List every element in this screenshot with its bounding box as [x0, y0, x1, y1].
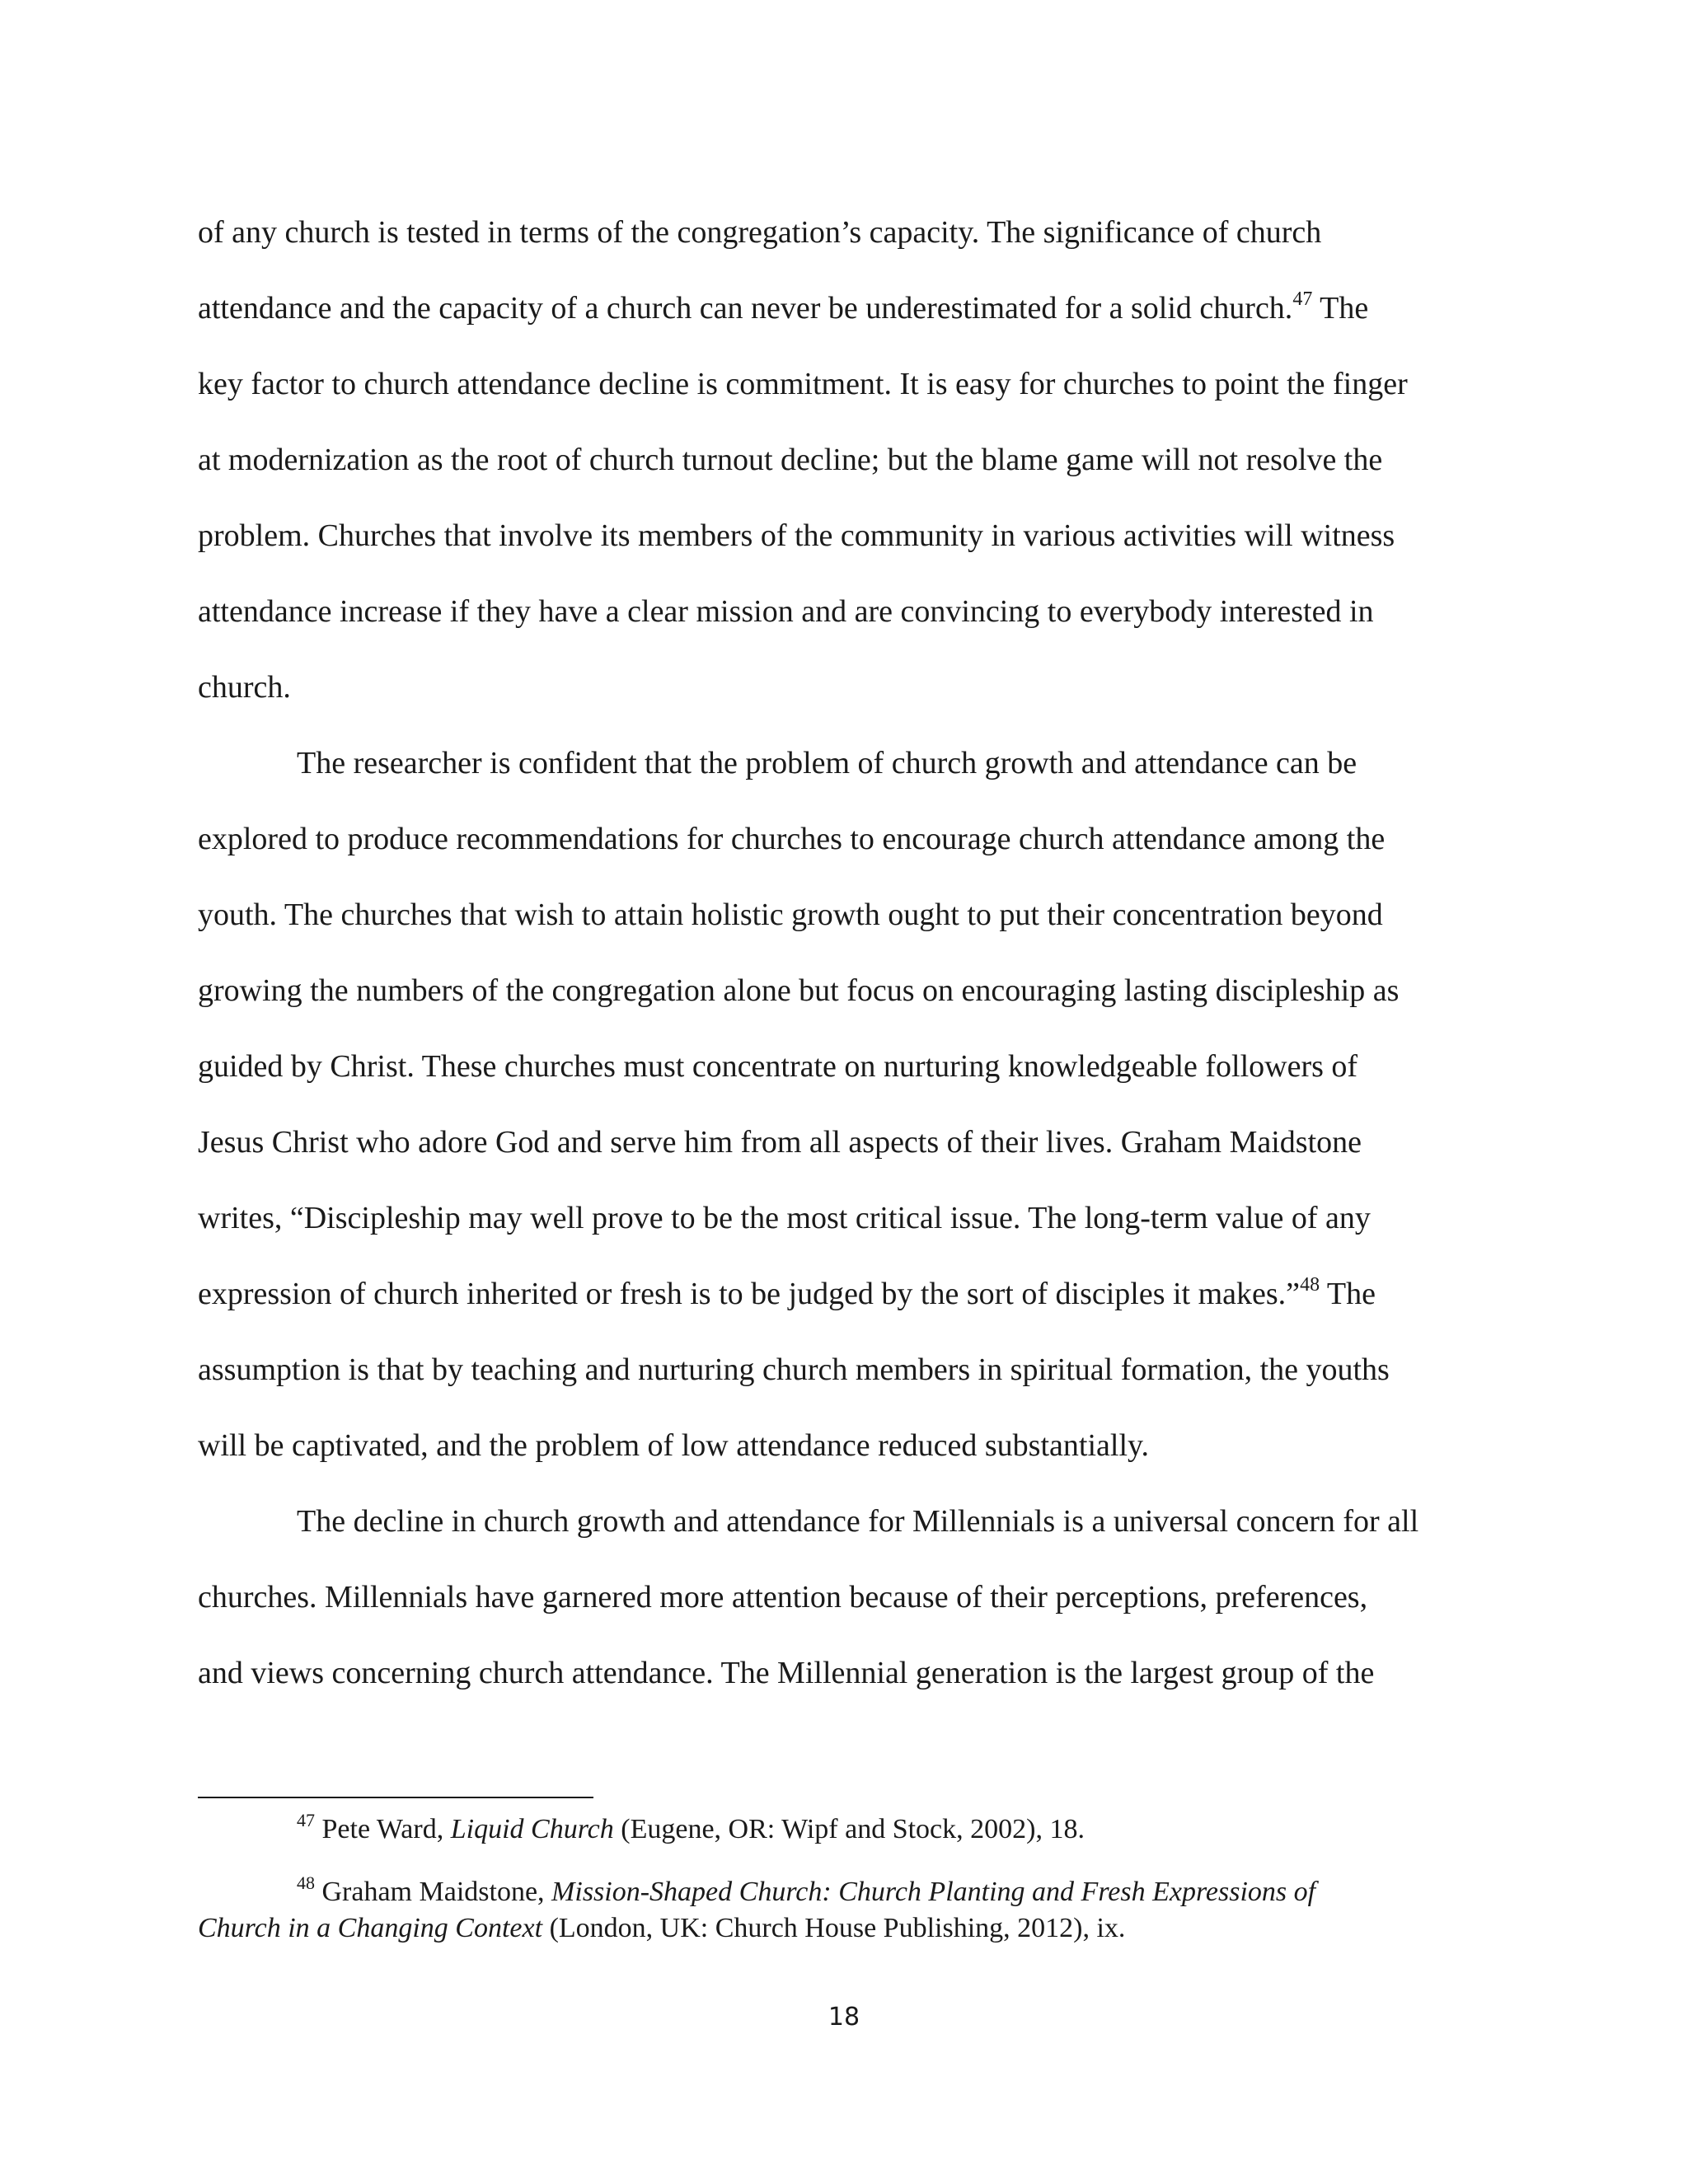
footnote-47 [198, 1811, 1500, 1848]
body-text [198, 194, 1500, 1711]
body-line: problem. Churches that involve its members of the community in various activities will witness [198, 518, 1395, 553]
body-line: attendance increase if they have a clear mission and are convincing to everybody interested in [198, 594, 1374, 629]
body-line: growing the numbers of the congregation alone but focus on encouraging lasting discipleship as [198, 973, 1400, 1008]
body-line: youth. The churches that wish to attain holistic growth ought to put their concentration beyond [198, 898, 1383, 932]
footnote-line [198, 1874, 1500, 1910]
body-line: guided by Christ. These churches must concentrate on nurturing knowledgeable followers of [198, 1049, 1358, 1084]
body-line: and views concerning church attendance. The Millennial generation is the largest group of the [198, 1656, 1375, 1690]
footnote-ref-48[interactable]: 48 [1300, 1274, 1320, 1296]
body-line-text: The [1312, 291, 1369, 326]
body-line [198, 270, 1500, 346]
footnote-title: Liquid Church [450, 1814, 614, 1844]
footnote-publication: (Eugene, OR: Wipf and Stock, 2002), 18. [613, 1814, 1085, 1844]
body-line [198, 1256, 1500, 1332]
body-line: of any church is tested in terms of the congregation’s capacity. The significance of church [198, 215, 1322, 250]
body-line: key factor to church attendance decline is commitment. It is easy for churches to point the finger [198, 367, 1408, 401]
body-line-text: attendance and the capacity of a church can never be underestimated for a solid church. [198, 291, 1293, 326]
footnote-number: 48 [297, 1872, 315, 1893]
footnote-ref-47[interactable]: 47 [1292, 288, 1313, 310]
footnote-number: 47 [297, 1810, 315, 1830]
footnote-publication: (London, UK: Church House Publishing, 2012), ix. [542, 1913, 1126, 1943]
body-line: churches. Millennials have garnered more attention because of their perceptions, preferences, [198, 1580, 1368, 1615]
footnote-title: Church in a Changing Context [198, 1913, 543, 1943]
footnote-title: Mission-Shaped Church: Church Planting and Fresh Expressions of [551, 1877, 1316, 1907]
body-line: The researcher is confident that the problem of church growth and attendance can be [297, 746, 1357, 780]
page-number: 18 [828, 2003, 860, 2032]
footnote-line [198, 1910, 1500, 1947]
body-line: will be captivated, and the problem of low attendance reduced substantially. [198, 1428, 1150, 1463]
footnotes [198, 1811, 1500, 1947]
footnote-author: Graham Maidstone, [315, 1877, 552, 1907]
footnote-line [198, 1811, 1500, 1848]
body-line: writes, “Discipleship may well prove to be the most critical issue. The long-term value of any [198, 1201, 1371, 1235]
footnote-author: Pete Ward, [315, 1814, 451, 1844]
body-line: Jesus Christ who adore God and serve him from all aspects of their lives. Graham Maidstone [198, 1125, 1362, 1160]
body-line: The decline in church growth and attendance for Millennials is a universal concern for all [297, 1504, 1419, 1539]
footnote-separator [198, 1797, 593, 1798]
footnote-48 [198, 1874, 1500, 1947]
body-line: church. [198, 670, 291, 705]
body-line-text: The [1320, 1277, 1376, 1311]
body-line: assumption is that by teaching and nurturing church members in spiritual formation, the youths [198, 1352, 1390, 1387]
body-line: explored to produce recommendations for churches to encourage church attendance among the [198, 822, 1386, 856]
body-line-text: expression of church inherited or fresh is to be judged by the sort of disciples it makes.” [198, 1277, 1301, 1311]
body-line: at modernization as the root of church turnout decline; but the blame game will not resolve the [198, 443, 1383, 477]
